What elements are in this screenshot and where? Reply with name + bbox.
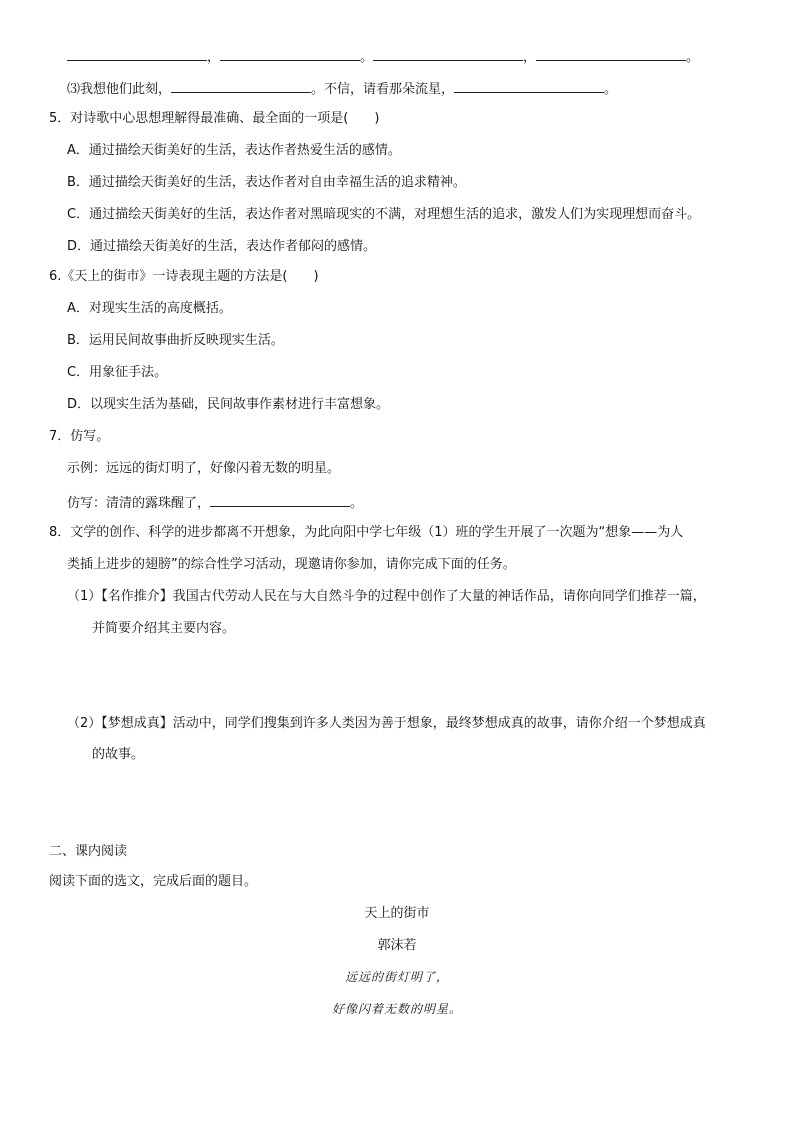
answer-blank[interactable] [210, 492, 350, 507]
question-text: ⑶我想他们此刻， [67, 82, 172, 97]
poem-line: 好像闪着无数的明星。 [331, 1002, 462, 1016]
question-8-stem-cont: 类插上进步的翅膀”的综合性学习活动，现邀请你参加，请你完成下面的任务。 [67, 557, 516, 572]
answer-blank[interactable] [536, 46, 686, 61]
subquestion-1-cont: 并简要介绍其主要内容。 [92, 621, 236, 636]
separator: 。 [686, 50, 700, 65]
question-5-stem: 5．对诗歌中心思想理解得最准确、最全面的一项是( ) [49, 111, 380, 126]
answer-blank[interactable] [454, 78, 604, 93]
option-d: D．以现实生活为基础，民间故事作素材进行丰富想象。 [67, 397, 390, 412]
separator: 。 [360, 50, 374, 65]
option-c: C．用象征手法。 [67, 365, 168, 380]
separator: ， [207, 50, 221, 65]
poem-title: 天上的街市 [364, 906, 430, 921]
answer-blank[interactable] [220, 46, 360, 61]
imitation-prompt: 仿写：清清的露珠醒了， [67, 496, 211, 511]
option-d: D．通过描绘天街美好的生活，表达作者郁闷的感情。 [67, 239, 377, 254]
question-text: 。 [604, 82, 618, 97]
subquestion-1: （1）【名作推介】我国古代劳动人民在与大自然斗争的过程中创作了大量的神话作品，请你向同学们推荐一篇， [67, 589, 706, 604]
subquestion-2-cont: 的故事。 [92, 747, 145, 762]
question-7-stem: 7．仿写。 [49, 429, 110, 444]
option-a: A．对现实生活的高度概括。 [67, 301, 232, 316]
example-line: 示例：远远的街灯明了，好像闪着无数的明星。 [67, 461, 341, 476]
answer-blank[interactable] [373, 46, 523, 61]
question-8-stem: 8．文学的创作、科学的进步都离不开想象，为此向阳中学七年级（1）班的学生开展了一次题为“想象——为人 [49, 525, 684, 540]
option-b: B．通过描绘天街美好的生活，表达作者对自由幸福生活的追求精神。 [67, 175, 466, 190]
option-c: C．通过描绘天街美好的生活，表达作者对黑暗现实的不满，对理想生活的追求，激发人们为实现理想而奋斗。 [67, 207, 701, 222]
imitation-line [67, 492, 363, 513]
separator: ， [523, 50, 537, 65]
section-instruction: 阅读下面的选文，完成后面的题目。 [49, 874, 258, 889]
poem-line: 远远的街灯明了， [344, 970, 449, 984]
poem-author: 郭沫若 [377, 938, 417, 953]
answer-blank[interactable] [67, 46, 207, 61]
question-6-stem: 6.《天上的街市》一诗表现主题的方法是( ) [49, 269, 319, 284]
subquestion-2: （2）【梦想成真】活动中，同学们搜集到许多人类因为善于想象，最终梦想成真的故事，请你介绍一个梦想成真 [67, 716, 706, 731]
question-4-3 [67, 78, 617, 99]
answer-blank[interactable] [171, 78, 311, 93]
option-a: A．通过描绘天街美好的生活，表达作者热爱生活的感情。 [67, 143, 401, 158]
question-text: 。不信，请看那朵流星， [311, 82, 455, 97]
fill-line-top [67, 46, 699, 67]
option-b: B．运用民间故事曲折反映现实生活。 [67, 333, 284, 348]
section-heading: 二、课内阅读 [49, 844, 128, 859]
separator: 。 [350, 496, 364, 511]
